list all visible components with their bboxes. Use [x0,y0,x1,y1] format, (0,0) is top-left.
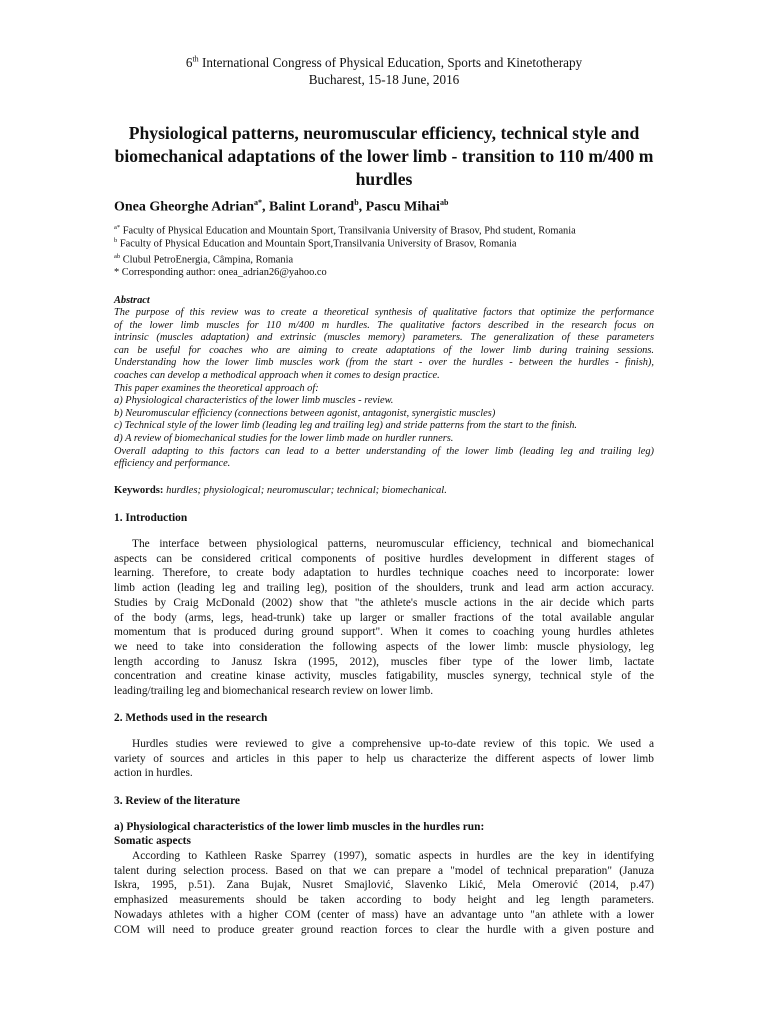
abstract-body [114,307,654,471]
corresponding-author: * Corresponding author: onea_adrian26@yahoo.co [114,267,327,278]
text-line: learning. Therefore, to create body adaptation to hurdles technique coaches need to incorporate: lower [114,567,654,580]
author-sup: b [354,198,359,207]
text-line: limb action (leading leg and trailing leg), position of the shoulders, trunk and lead arm action accuracy. [114,582,654,595]
abstract-line: Overall adapting to this factors can lead to a better understanding of the lower limb (leading leg and trailing leg) [114,445,654,457]
text-line: length according to Janusz Iskra (1995, 2012), muscles fiber type of the lower limb, lactate [114,655,654,668]
abstract-line: Understanding how the lower limb muscles work (from the start - over the hurdles - between the hurdles - finish), [114,357,654,369]
introduction-body [114,537,654,699]
abstract-line: d) A review of biomechanical studies for the lower limb made on hurdler runners. [114,432,454,444]
abstract-line: intrinsic (muscles adaptation) and extrinsic (muscles memory) parameters. The generalization of these parameters [114,332,654,344]
section-heading-review: 3. Review of the literature [114,795,240,807]
text-line: variety of sources and articles in this paper to help us characterize the different aspects of lower limb [114,752,654,765]
author-sup: a* [254,198,263,207]
keywords [114,484,654,497]
abstract-line: The purpose of this review was to create a theoretical synthesis of qualitative factors that optimize the performance [114,307,654,318]
text-line: COM will need to produce greater ground reaction forces to clear the hurdle with a given posture and [114,923,654,936]
text-line: According to Kathleen Raske Sparrey (1997), somatic aspects in hurdles are the key in identifying [132,850,654,862]
author-list: Onea Gheorghe Adrian$^{a*}$, Balint Lorand$^b$, Pascu Mihai$^{ab}$ [114,198,449,215]
text-line: leading/trailing leg and biomechanical research review on lower limb. [114,685,434,698]
somatic-body [114,849,654,937]
text-line: concentration and creatine kinase activity, muscles fatigability, muscles synergy, technical style of the [114,670,654,683]
text-line: emphasized measurements should be taken according to body height and leg length parameters. [114,894,654,907]
subsection-heading-somatic: Somatic aspects [114,835,191,847]
paper-title: Physiological patterns, neuromuscular efficiency, technical style and biomechanical adaptations of the lower limb - transition to 110 m/400 m hurdles [114,123,654,189]
author-name: Balint Lorand [269,199,355,215]
author-sup: ab [439,198,449,207]
abstract-label: Abstract [114,295,150,306]
affiliation: $^{ab}$ Clubul PetroEnergia, Câmpina, Romania [114,253,294,266]
abstract-line: efficiency and performance. [114,458,231,470]
text-line: talent during selection process. Based on that we can prepare a "model of technical preparation" (Januza [114,864,654,877]
abstract-line: of the lower limb muscles for 110 m/400 m hurdles. The qualitative factors described in the research focus on [114,319,654,331]
abstract-line: can be useful for coaches who are aiming to create adaptations of the lower limb during training sessions. [114,344,654,356]
text-line: Studies by Craig McDonald (2002) show that "the athlete's muscle actions in the air decide which parts [114,596,654,609]
text-line: aspects can be considered critical components of positive hurdles development in different stages of [114,552,654,565]
abstract-line: coaches can develop a methodical approach when it comes to design practice. [114,369,440,381]
section-heading-introduction: 1. Introduction [114,512,188,524]
text-line: of the body (arms, legs, head-trunk) take up larger or smaller fractions of the total available angular [114,611,654,624]
section-heading-methods: 2. Methods used in the research [114,712,268,724]
abstract-line: c) Technical style of the lower limb (leading leg and trailing leg) and stride patterns from the start to the finish. [114,420,578,432]
abstract-line: This paper examines the theoretical approach of: [114,382,319,394]
keywords-text: hurdles; physiological; neuromuscular; technical; biomechanical. [163,485,447,496]
congress-line-2: Bucharest, 15-18 June, 2016 [308,72,460,87]
affiliation: $^b$ Faculty of Physical Education and Mountain Sport,Transilvania University of Brasov, Romania [114,237,517,250]
congress-line-1: 6th International Congress of Physical Education, Sports and Kinetotherapy [185,54,583,70]
affiliation: $^{a*}$ Faculty of Physical Education and Mountain Sport, Transilvania University of Brasov, Phd student, Romania [114,224,576,237]
text-line: Nowadays athletes with a higher COM (center of mass) have an advantage unto "an athlete with a lower [114,908,654,921]
text-line: Hurdles studies were reviewed to give a comprehensive up-to-date review of this topic. We used a [132,738,654,750]
text-line: we need to take into consideration the following aspects of the lower limb: muscle physiology, leg [114,640,654,653]
text-line: action in hurdles. [114,767,193,780]
keywords-label: Keywords: [114,485,164,496]
author-name: Pascu Mihai [365,199,440,215]
text-line: momentum that is produced during ground support". When it comes to coaching young hurdles athletes [114,626,654,639]
abstract-line: a) Physiological characteristics of the lower limb muscles - review. [114,395,394,407]
author-name: Onea Gheorghe Adrian [114,199,255,215]
subsection-heading-physiological: a) Physiological characteristics of the lower limb muscles in the hurdles run: [114,821,485,833]
text-line: The interface between physiological patterns, neuromuscular efficiency, technical and biomechanical [132,538,654,550]
abstract-line: b) Neuromuscular efficiency (connections between agonist, antagonist, synergistic muscles) [114,407,496,419]
congress-header [0,54,768,88]
methods-body [114,737,654,781]
text-line: Iskra, 1995, p.51). Zana Bujak, Nusret Smajlović, Slavenko Likić, Mela Omerović (2014, p.47) [114,879,654,892]
